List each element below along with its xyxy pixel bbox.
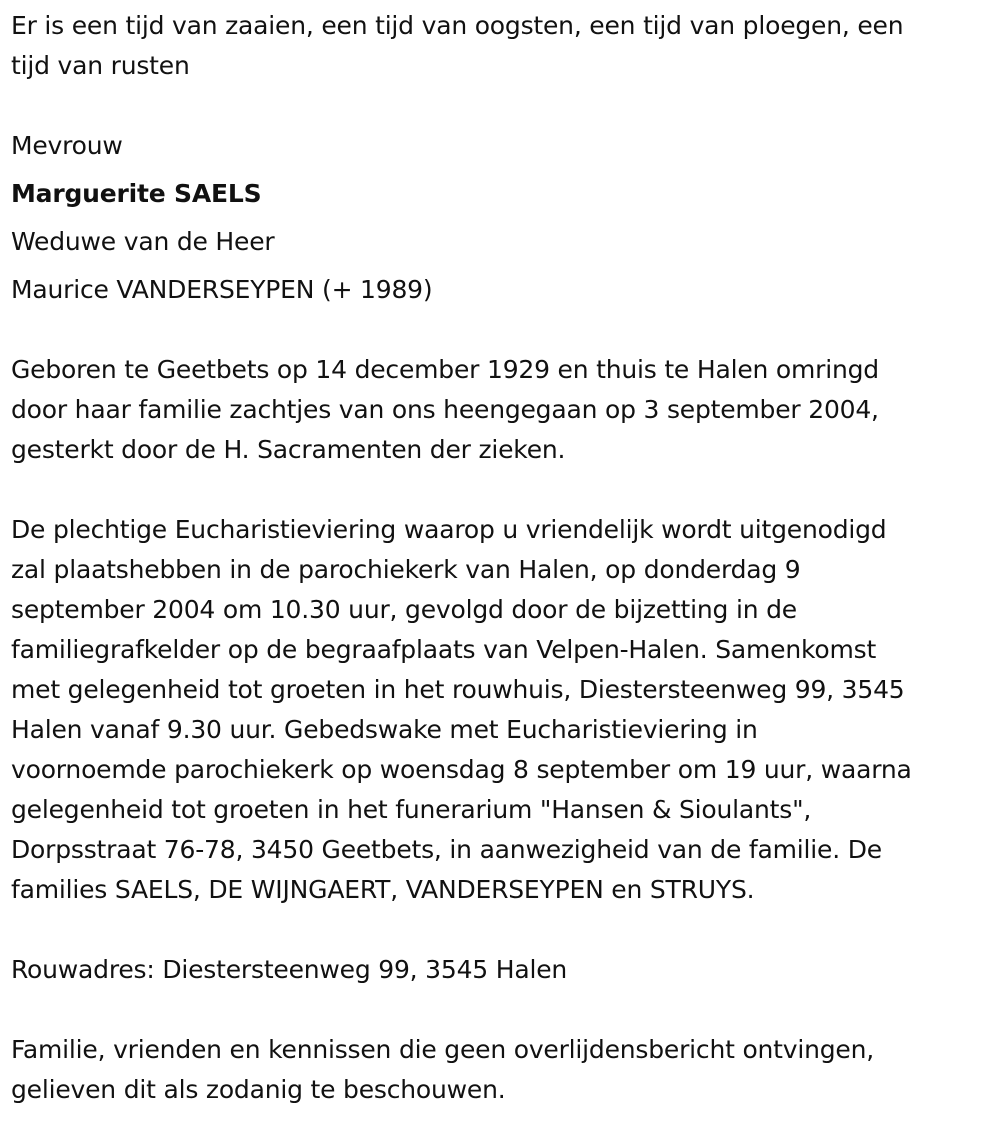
- deceased-name: Marguerite SAELS: [11, 179, 262, 208]
- ceremony-line: met gelegenheid tot groeten in het rouwhuis, Diestersteenweg 99, 3545: [11, 675, 905, 704]
- address-line: Rouwadres: Diestersteenweg 99, 3545 Halen: [11, 955, 568, 984]
- birth-paragraph: [11, 350, 879, 470]
- quote-paragraph: [11, 6, 903, 86]
- ceremony-line: Dorpsstraat 76-78, 3450 Geetbets, in aanwezigheid van de familie. De: [11, 835, 882, 864]
- ceremony-line: families SAELS, DE WIJNGAERT, VANDERSEYPEN en STRUYS.: [11, 875, 755, 904]
- quote-line: tijd van rusten: [11, 51, 190, 80]
- ceremony-line: zal plaatshebben in de parochiekerk van Halen, op donderdag 9: [11, 555, 801, 584]
- spouse-line: Maurice VANDERSEYPEN (+ 1989): [11, 275, 433, 304]
- address-paragraph: [11, 950, 567, 990]
- quote-line: Er is een tijd van zaaien, een tijd van oogsten, een tijd van ploegen, een: [11, 11, 904, 40]
- closing-line: Familie, vrienden en kennissen die geen overlijdensbericht ontvingen,: [11, 1035, 875, 1064]
- birth-line: Geboren te Geetbets op 14 december 1929 en thuis te Halen omringd: [11, 355, 879, 384]
- ceremony-paragraph: [11, 510, 912, 910]
- salutation: Mevrouw: [11, 131, 123, 160]
- ceremony-line: voornoemde parochiekerk op woensdag 8 september om 19 uur, waarna: [11, 755, 912, 784]
- widow-line: Weduwe van de Heer: [11, 227, 275, 256]
- ceremony-line: familiegrafkelder op de begraafplaats van Velpen-Halen. Samenkomst: [11, 635, 877, 664]
- closing-line: gelieven dit als zodanig te beschouwen.: [11, 1075, 506, 1104]
- closing-paragraph: [11, 1030, 874, 1110]
- ceremony-line: gelegenheid tot groeten in het funerarium "Hansen & Sioulants",: [11, 795, 812, 824]
- birth-line: gesterkt door de H. Sacramenten der zieken.: [11, 435, 566, 464]
- ceremony-line: september 2004 om 10.30 uur, gevolgd door de bijzetting in de: [11, 595, 797, 624]
- birth-line: door haar familie zachtjes van ons heengegaan op 3 september 2004,: [11, 395, 879, 424]
- ceremony-line: De plechtige Eucharistieviering waarop u vriendelijk wordt uitgenodigd: [11, 515, 887, 544]
- ceremony-line: Halen vanaf 9.30 uur. Gebedswake met Eucharistieviering in: [11, 715, 758, 744]
